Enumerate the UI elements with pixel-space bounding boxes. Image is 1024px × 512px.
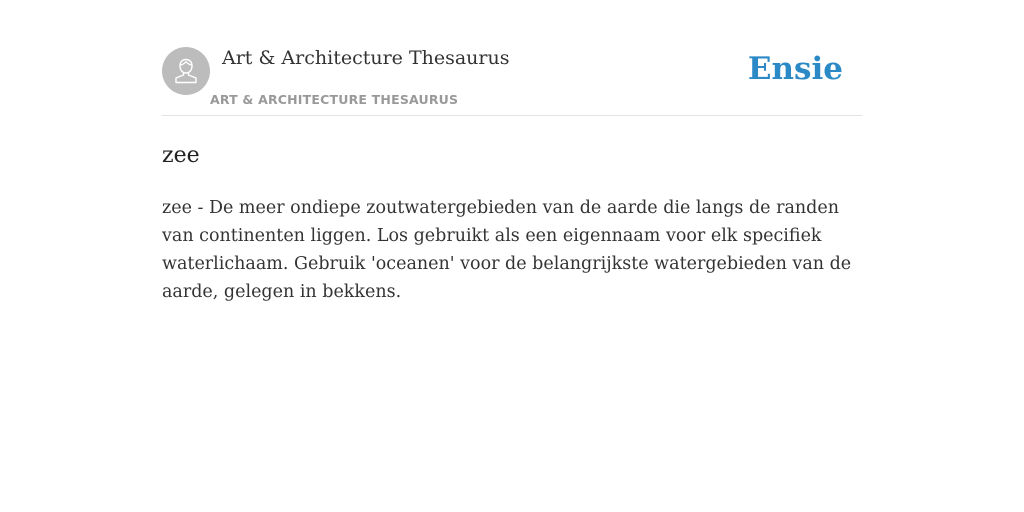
entry-definition: zee - De meer ondiepe zoutwatergebieden van de aarde die langs de randen van continenten liggen. Los gebruikt als een eigennaam voor elk specifiek waterlichaam. Gebruik 'oceanen' voor de belangrijkste watergebieden van de aarde, gelegen in bekkens.	[162, 198, 852, 302]
source-subtitle[interactable]: ART & ARCHITECTURE THESAURUS	[210, 92, 459, 107]
user-icon	[171, 56, 201, 86]
entry-header	[162, 0, 862, 116]
brand-logo[interactable]: Ensie	[747, 51, 843, 87]
content-container	[162, 0, 862, 306]
entry-term: zee	[162, 143, 200, 168]
source-title[interactable]: Art & Architecture Thesaurus	[222, 47, 510, 69]
avatar[interactable]	[162, 47, 210, 95]
